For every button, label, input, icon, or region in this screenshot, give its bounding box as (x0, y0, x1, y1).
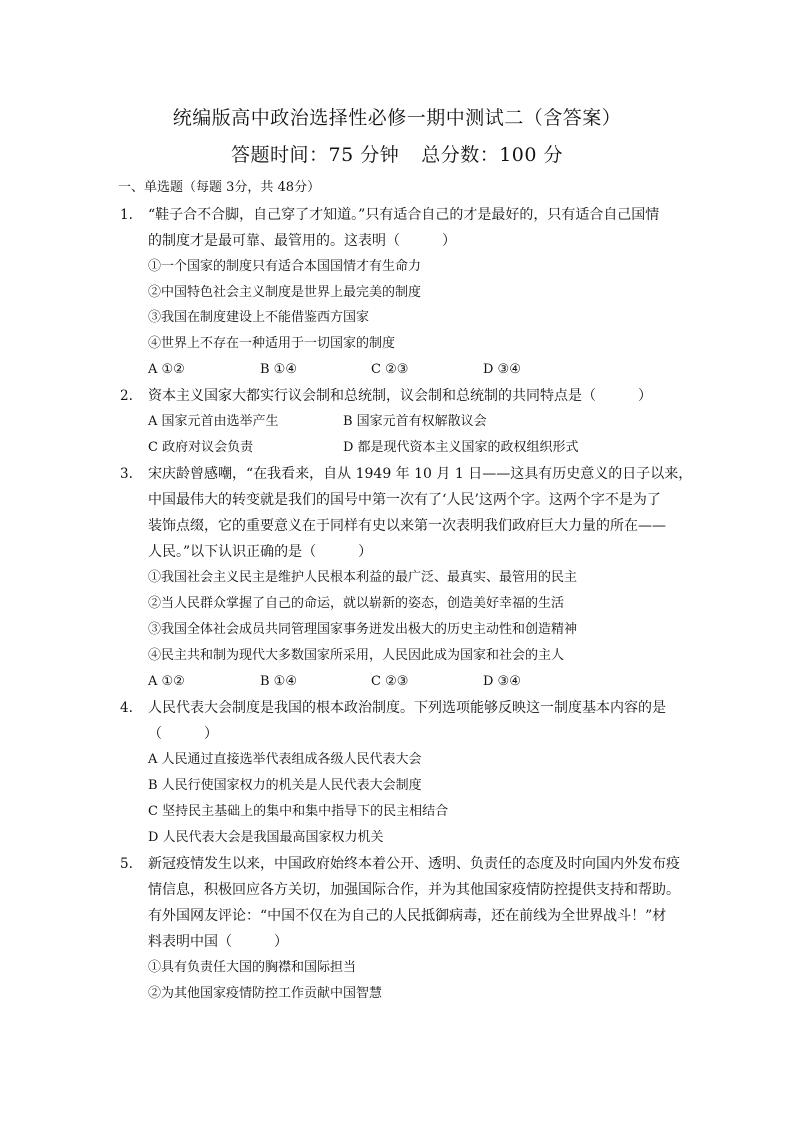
option-b: B ①④ (260, 674, 297, 689)
option-c: C 坚持民主基础上的集中和集中指导下的民主相结合 (148, 804, 449, 819)
question-number: 3. (120, 466, 133, 482)
question-number: 2. (120, 388, 133, 404)
statement-item: ①具有负责任大国的胸襟和国际担当 (148, 960, 357, 975)
question-number: 5. (120, 856, 133, 872)
question-stem: “鞋子合不合脚，自己穿了才知道。”只有适合自己的才是最好的，只有适合自己国情 (148, 207, 660, 223)
question-stem: 人民代表大会制度是我国的根本政治制度。下列选项能够反映这一制度基本内容的是 (148, 700, 666, 716)
question-stem: （ ） (148, 726, 218, 742)
question-stem: 的制度才是最可靠、最管用的。这表明（ ） (148, 233, 456, 249)
section-heading: 一、单选题（每题 3分，共 48分） (118, 180, 321, 195)
option-a: A ①② (148, 674, 185, 689)
question-stem: 情信息，积极回应各方关切，加强国际合作，并为其他国家疫情防控提供支持和帮助。 (148, 882, 680, 898)
statement-item: ②为其他国家疫情防控工作贡献中国智慧 (148, 986, 383, 1001)
option-c: C ②③ (371, 362, 409, 377)
statement-item: ②当人民群众掌握了自己的命运，就以崭新的姿态，创造美好幸福的生活 (148, 596, 565, 611)
question-stem: 资本主义国家大都实行议会制和总统制，议会制和总统制的共同特点是（ ） (148, 388, 652, 404)
statement-item: ②中国特色社会主义制度是世界上最完美的制度 (148, 285, 422, 300)
option-b: B 国家元首有权解散议会 (343, 414, 487, 429)
option-a: A 人民通过直接选举代表组成各级人民代表大会 (148, 752, 422, 767)
question-number: 4. (120, 700, 133, 716)
option-c: C ②③ (371, 674, 409, 689)
question-stem: 装饰点缀，它的重要意义在于同样有史以来第一次表明我们政府巨大力量的所在—— (148, 518, 666, 534)
statement-item: ①我国社会主义民主是维护人民根本利益的最广泛、最真实、最管用的民主 (148, 570, 578, 585)
statement-item: ④民主共和制为现代大多数国家所采用，人民因此成为国家和社会的主人 (148, 648, 565, 663)
option-d: D 都是现代资本主义国家的政权组织形式 (343, 440, 579, 455)
score-label: 总分数：100 分 (421, 144, 564, 166)
time-label: 答题时间：75 分钟 (230, 144, 400, 166)
question-stem: 人民。”以下认识正确的是（ ） (148, 544, 373, 560)
question-stem: 宋庆龄曾感嘲，“在我看来，自从 1949 年 10 月 1 日——这具有历史意义的日子以来， (148, 466, 693, 482)
option-a: A ①② (148, 362, 185, 377)
question-number: 1. (120, 207, 133, 223)
statement-item: ③我国全体社会成员共同管理国家事务迸发出极大的历史主动性和创造精神 (148, 622, 578, 637)
statement-item: ③我国在制度建设上不能借鉴西方国家 (148, 310, 370, 325)
exam-info (0, 143, 794, 167)
question-stem: 料表明中国（ ） (148, 934, 288, 950)
option-b: B ①④ (260, 362, 297, 377)
option-d: D 人民代表大会是我国最高国家权力机关 (148, 830, 384, 845)
option-d: D ③④ (483, 362, 521, 377)
option-d: D ③④ (483, 674, 521, 689)
statement-item: ④世界上不存在一种适用于一切国家的制度 (148, 336, 396, 351)
statement-item: ①一个国家的制度只有适合本国国情才有生命力 (148, 259, 422, 274)
option-b: B 人民行使国家权力的机关是人民代表大会制度 (148, 778, 422, 793)
question-stem: 有外国网友评论：“中国不仅在为自己的人民抵御病毒，还在前线为全世界战斗！”材 (148, 908, 667, 924)
page-title: 统编版高中政治选择性必修一期中测试二（含答案） (172, 107, 622, 129)
question-stem: 新冠疫情发生以来，中国政府始终本着公开、透明、负责任的态度及时向国内外发布疫 (148, 856, 680, 872)
question-stem: 中国最伟大的转变就是我们的国号中第一次有了‘人民’这两个字。这两个字不是为了 (148, 492, 661, 508)
option-c: C 政府对议会负责 (148, 440, 254, 455)
option-a: A 国家元首由选举产生 (148, 414, 279, 429)
